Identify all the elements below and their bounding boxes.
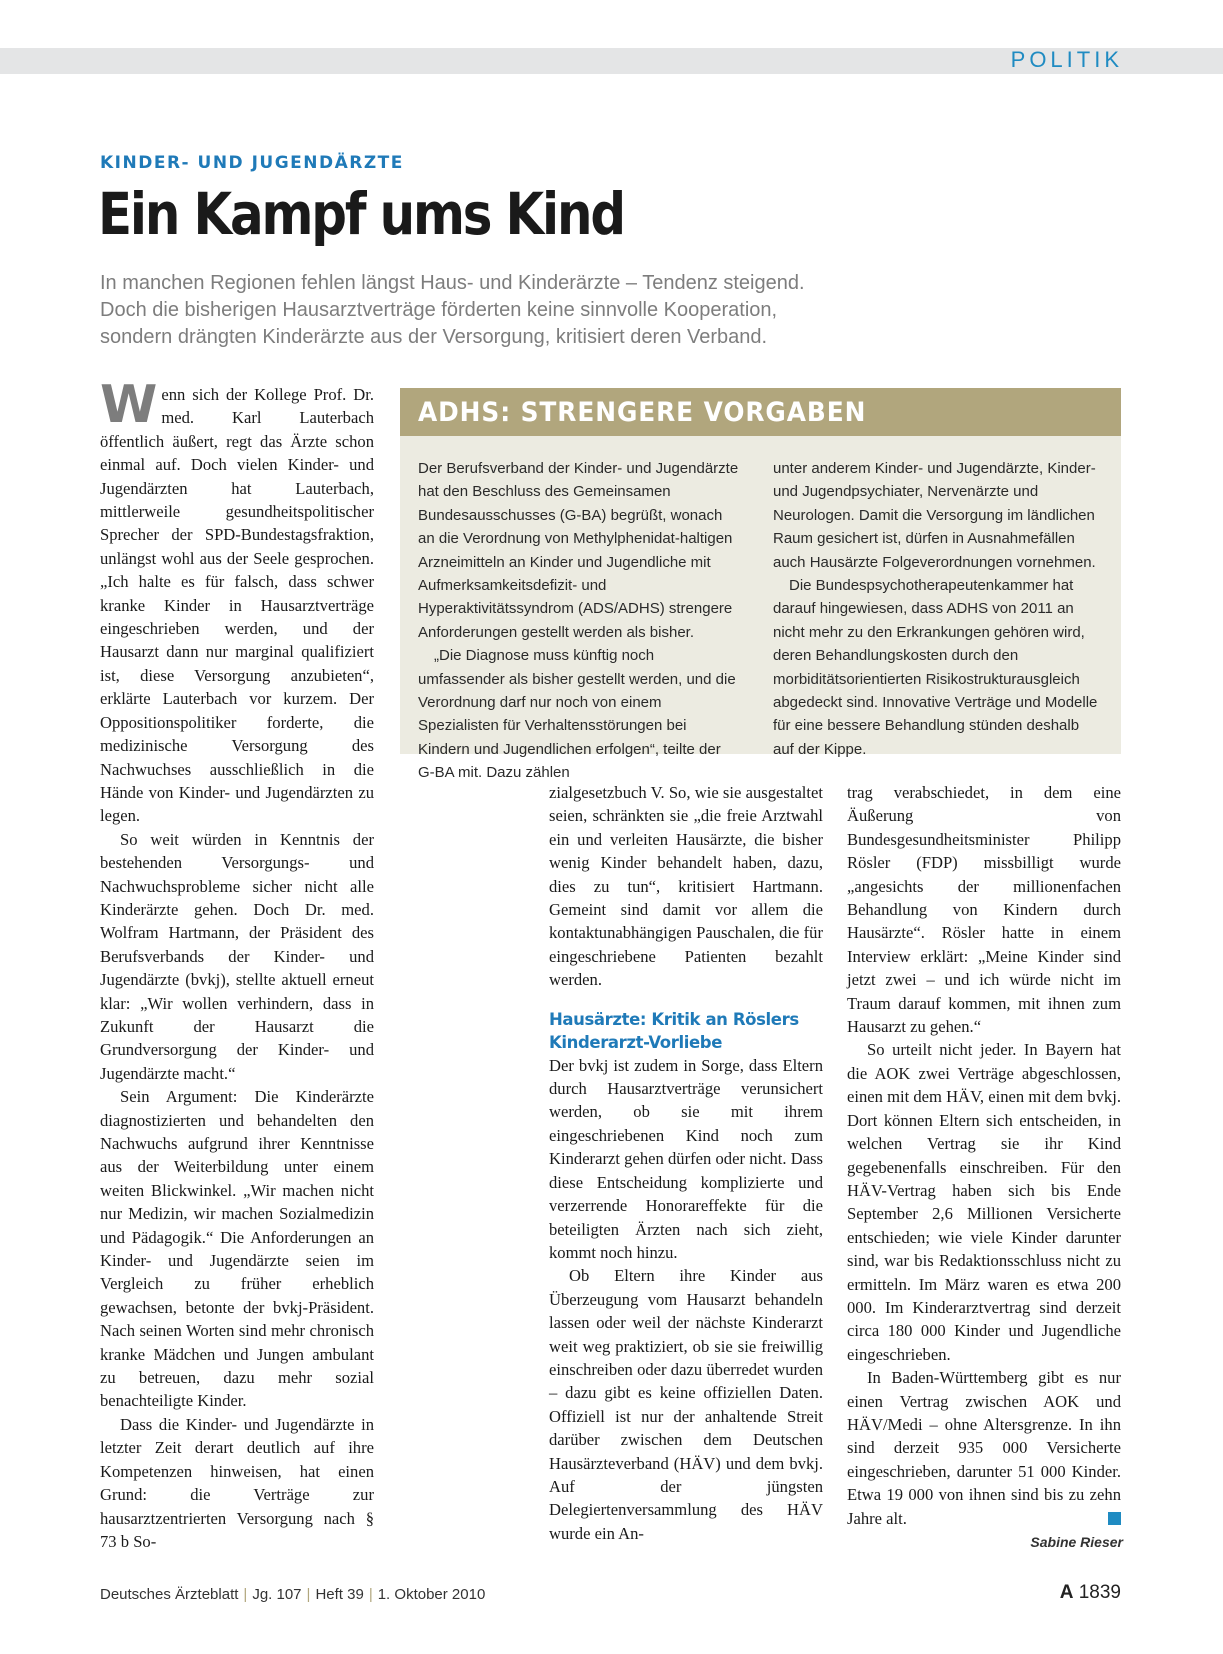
- page-number: [1060, 1582, 1121, 1604]
- page-prefix: A: [1059, 1582, 1074, 1603]
- article-column-3: [847, 781, 1121, 1530]
- subheading-line: Kinderarzt-Vorliebe: [549, 1032, 722, 1052]
- divider: |: [243, 1586, 248, 1603]
- article-lead: [100, 270, 1000, 351]
- paragraph: [847, 1366, 1121, 1530]
- article-kicker: KINDER- UND JUGENDÄRZTE: [100, 153, 404, 173]
- lead-line: In manchen Regionen fehlen längst Haus- und Kinderärzte – Tendenz steigend.: [100, 272, 805, 294]
- paragraph: [100, 375, 374, 828]
- paragraph-text: enn sich der Kollege Prof. Dr. med. Karl Lauterbach öffentlich äußert, regt das Ärzte schon einmal auf. Doch vielen Kinder- und Jugendärzten hat Lauterbach, mittlerweile gesundheitspolitischer Sprecher der SPD-Bundestagsfraktion, unlängst wohl aus der Seele gesprochen. „Ich halte es für falsch, dass schwer kranke Kinder in Hausarztverträge eingeschrieben werden, und der Hausarzt dann nur marginal qualifiziert ist, diese Versorgung anzubieten“, erklärte Lauterbach vor kurzem. Der Oppositionspolitiker forderte, die medizinische Versorgung des Nachwuchses ausschließlich in die Hände von Kinder- und Jugendärzten zu legen.: [100, 385, 374, 826]
- paragraph: Der bvkj ist zudem in Sorge, dass Eltern durch Hausarztverträge verunsichert werden, ob sie mit ihrem eingeschriebenen Kind noch zum Kinderarzt gehen dürfen oder nicht. Dass diese Entscheidung komplizierte und verzerrende Honorareffekte für die beteiligten Ärzten nach sich zieht, kommt noch hinzu.: [549, 1055, 823, 1262]
- paragraph: Der Berufsverband der Kinder- und Jugendärzte hat den Beschluss des Gemeinsamen Bundesausschusses (G-BA) begrüßt, wonach an die Verordnung von Methylphenidat-haltigen Arzneimitteln an Kinder und Jugendliche mit Aufmerksamkeitsdefizit- und Hyperaktivitätssyndrom (ADS/ADHS) strengere Anforderungen gestellt werden als bisher.: [418, 460, 739, 641]
- issue: Heft 39: [315, 1586, 364, 1603]
- adhs-infobox: [400, 388, 1121, 782]
- section-label: POLITIK: [1010, 47, 1123, 72]
- subheading-line: Hausärzte: Kritik an Röslers: [549, 1009, 799, 1029]
- infobox-column-1: [418, 457, 740, 785]
- paragraph: Ob Eltern ihre Kinder aus Überzeugung vom Hausarzt behandeln lassen oder weil der nächste Kinderarzt weit weg praktiziert, ob sie sie freiwillig einschreiben oder dazu überredet wurden – dazu gibt es keine offiziellen Daten. Offiziell ist nur der anhaltende Streit darüber zwischen dem Deutschen Hausärzteverband (HÄV) und dem bvkj. Auf der jüngsten Delegiertenversammlung des HÄV wurde ein An-: [549, 1266, 823, 1543]
- issue-date: 1. Oktober 2010: [377, 1586, 486, 1603]
- divider: |: [306, 1586, 311, 1603]
- drop-cap: W: [100, 375, 158, 435]
- journal-name: Deutsches Ärzteblatt: [100, 1586, 239, 1603]
- lead-line: Doch die bisherigen Hausarztverträge förderten keine sinnvolle Kooperation,: [100, 299, 778, 321]
- volume: Jg. 107: [252, 1586, 302, 1603]
- paragraph: „Die Diagnose muss künftig noch umfassender als bisher gestellt werden, und die Verordnung darf nur noch von einem Spezialisten für Verhaltensstörungen bei Kindern und Jugendlichen erfolgen“, teilte der G-BA mit. Dazu zählen: [418, 647, 736, 782]
- paragraph-text: In Baden-Württemberg gibt es nur einen Vertrag zwischen AOK und HÄV/Medi – ohne Altersgrenze. In ihn sind derzeit 935 000 Versicherte eingeschrieben, darunter 51 000 Kinder. Etwa 19 000 von ihnen sind bis zu zehn Jahre alt.: [847, 1368, 1121, 1528]
- lead-line: sondern drängten Kinderärzte aus der Versorgung, kritisiert deren Verband.: [100, 326, 768, 348]
- paragraph: trag verabschiedet, in dem eine Äußerung von Bundesgesundheitsminister Philipp Rösler (FDP) missbilligt wurde „angesichts der millionenfachen Behandlung von Kindern durch Hausärzte“. Rösler hatte in einem Interview erklärt: „Meine Kinder sind jetzt zwei – und ich würde nicht im Traum darauf kommen, mit ihnen zum Hausarzt zu gehen.“: [847, 783, 1121, 1037]
- divider: |: [368, 1586, 373, 1603]
- infobox-title: ADHS: STRENGERE VORGABEN: [418, 397, 867, 428]
- article-column-2: [549, 781, 823, 1545]
- paragraph: Sein Argument: Die Kinderärzte diagnostizierten und behandelten den Nachwuchs aufgrund ihrer Kenntnisse aus der Weiterbildung unter einem weiten Blickwinkel. „Wir machen nicht nur Medizin, wir machen Sozialmedizin und Pädagogik.“ Die Anforderungen an Kinder- und Jugendärzte seien im Vergleich zu früher erheblich gewachsen, betonte der bvkj-Präsident. Nach seinen Worten sind mehr chronisch kranke Mädchen und Jungen ambulant zu betreuen, dazu mehr sozial benachteiligte Kinder.: [100, 1087, 374, 1411]
- page-number-value: 1839: [1078, 1582, 1121, 1603]
- end-of-article-icon: [1108, 1512, 1121, 1525]
- article-column-1: [100, 375, 374, 1553]
- infobox-header: [400, 388, 1121, 436]
- author-byline: Sabine Rieser: [1030, 1534, 1123, 1550]
- footer-citation: [100, 1586, 485, 1603]
- paragraph: So urteilt nicht jeder. In Bayern hat die AOK zwei Verträge abgeschlossen, einen mit dem HÄV, einen mit dem bvkj. Dort können Eltern sich entscheiden, in welchen Vertrag sie ihr Kind gegebenenfalls einschreiben. Für den HÄV-Vertrag haben sich bis Ende September 2,6 Millionen Versicherte entschieden; wie viele Kinder darunter sind, war bis Redaktionsschluss nicht zu ermitteln. Im März waren es etwa 200 000. Im Kinderarztvertrag sind derzeit circa 180 000 Kinder und Jugendliche eingeschrieben.: [847, 1040, 1121, 1364]
- paragraph: So weit würden in Kenntnis der bestehenden Versorgungs- und Nachwuchsprobleme sicher nicht alle Kinderärzte gehen. Doch Dr. med. Wolfram Hartmann, der Präsident des Berufsverbands der Kinder- und Jugendärzte (bvkj), stellte aktuell erneut klar: „Wir wollen verhindern, dass in Zukunft der Hausarzt die Grundversorgung der Kinder- und Jugendärzte macht.“: [100, 829, 374, 1083]
- infobox-column-2: [773, 457, 1103, 761]
- paragraph: Die Bundespsychotherapeutenkammer hat darauf hingewiesen, dass ADHS von 2011 an nicht mehr zu den Erkrankungen gehören wird, deren Behandlungskosten durch den morbiditätsorientierten Risikostrukturausgleich abgedeckt sind. Innovative Verträge und Modelle für eine bessere Behandlung stünden deshalb auf der Kippe.: [773, 577, 1098, 758]
- article-title: Ein Kampf ums Kind: [98, 180, 624, 248]
- paragraph: unter anderem Kinder- und Jugendärzte, Kinder- und Jugendpsychiater, Nervenärzte und Neurologen. Damit die Versorgung im ländlichen Raum gesichert ist, dürfen in Ausnahmefällen auch Hausärzte Folgeverordnungen vornehmen.: [773, 460, 1096, 571]
- paragraph: Dass die Kinder- und Jugendärzte in letzter Zeit derart deutlich auf ihre Kompetenzen hinweisen, hat einen Grund: die Verträge zur hausarztzentrierten Versorgung nach § 73 b So-: [100, 1414, 374, 1551]
- subheading: [549, 1008, 823, 1054]
- paragraph: zialgesetzbuch V. So, wie sie ausgestaltet seien, schränkten sie „die freie Arztwahl ein und verleiten Hausärzte, die bisher wenig Kinder behandelt haben, dazu, dies zu tun“, kritisiert Hartmann. Gemeint sind damit vor allem die kontaktunabhängigen Pauschalen, die für eingeschriebene Patienten bezahlt werden.: [549, 783, 823, 990]
